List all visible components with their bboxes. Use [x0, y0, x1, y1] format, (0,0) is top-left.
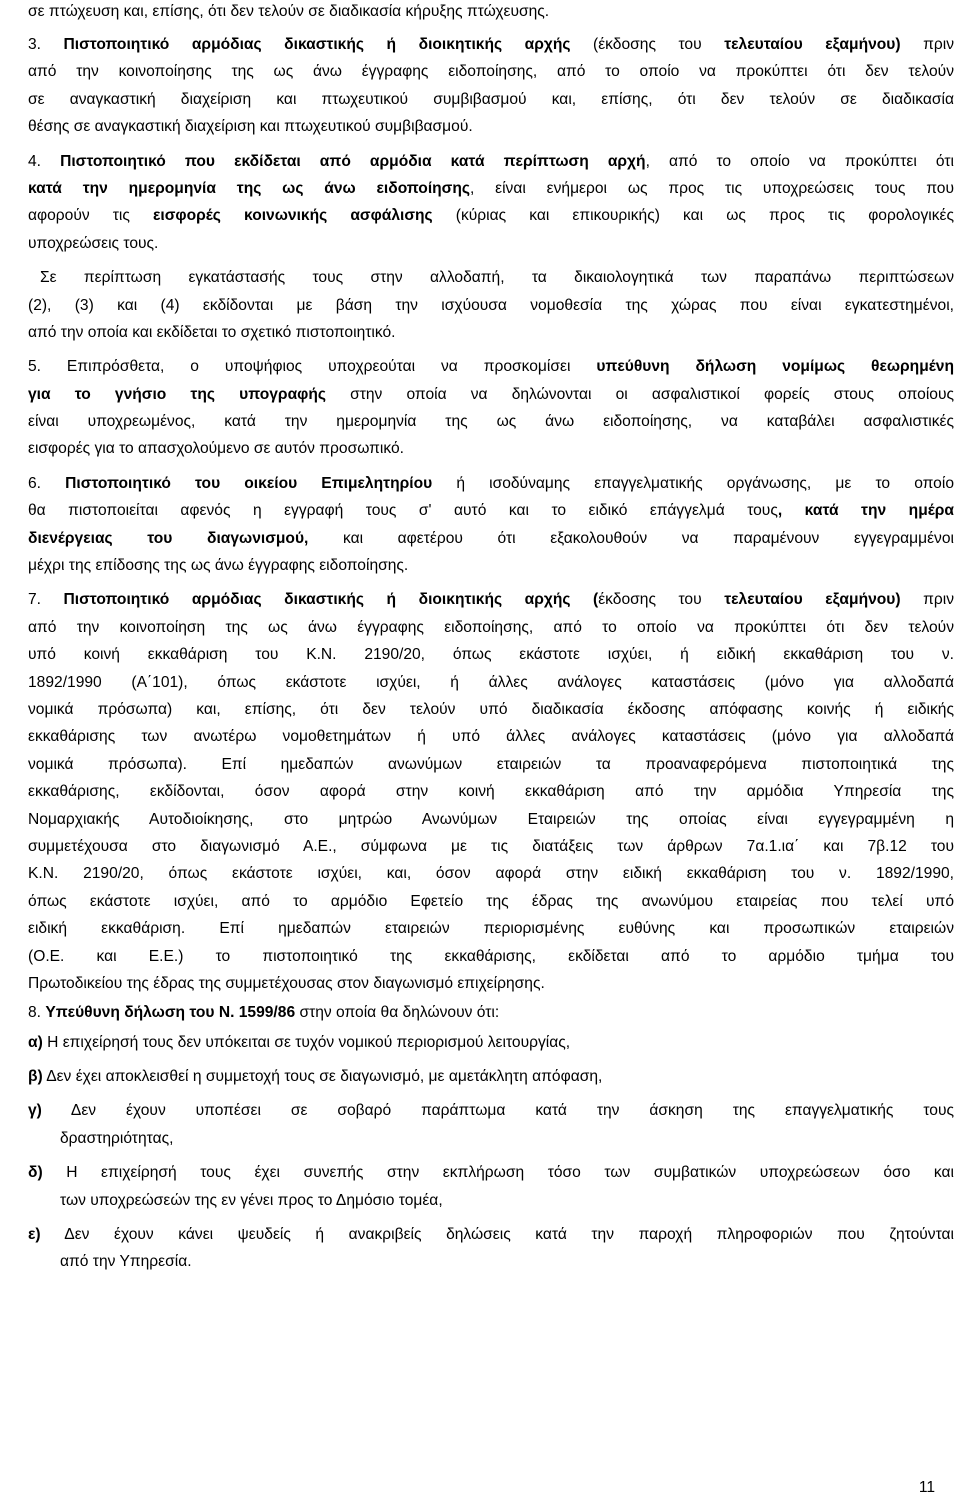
text-run: , από το οποίο να προκύπτει ότι: [645, 152, 954, 170]
text-run: δραστηριότητας,: [60, 1129, 174, 1147]
bold-text-run: Πιστοποιητικό αρμόδιας δικαστικής ή διοικητικής αρχής (: [63, 591, 599, 609]
text-run: εισφορές για το απασχολούμενο σε αυτόν προσωπικό.: [28, 440, 405, 458]
text-run: όπως εκάστοτε ισχύει, από το αρμόδιο Εφετείο της έδρας της ανωνύμου εταιρείας που τελεί υπό: [28, 892, 954, 910]
text-run: 8.: [28, 1004, 46, 1022]
bold-text-run: τελευταίου εξαμήνου): [724, 36, 901, 53]
text-run: 4.: [28, 152, 61, 170]
text-line: [28, 1063, 954, 1090]
text-run: συμμετέχουσα στο διαγωνισμό Α.Ε., σύμφωνα με τις διατάξεις των άρθρων 7α.1.ια΄ και 7β.12 του: [28, 837, 954, 855]
text-line: [28, 31, 954, 58]
text-line: [28, 353, 954, 380]
text-run: εκκαθάρισης των ανωτέρω νομοθετημάτων ή υπό άλλες ανάλογες καταστάσεις (μόνο για αλλοδαπά: [28, 728, 954, 746]
text-line: [28, 915, 954, 942]
bold-text-run: Πιστοποιητικό του οικείου Επιμελητηρίου: [65, 474, 433, 492]
text-line: [28, 0, 954, 29]
text-line: [28, 586, 954, 613]
text-run: εκκαθάρισης, εκδίδονται, όσον αφορά στην κοινή εκκαθάριση από την αρμόδια Υπηρεσία της: [28, 783, 954, 801]
text-run: σε πτώχευση και, επίσης, ότι δεν τελούν σε διαδικασία κήρυξης πτώχευσης.: [28, 3, 550, 20]
text-run: 3.: [28, 36, 64, 53]
text-run: (2), (3) και (4) εκδίδονται με βάση την ισχύουσα νομοθεσία της χώρας που είναι εγκατεστημένοι,: [28, 296, 954, 314]
text-run: ειδική εκκαθάριση. Επί ημεδαπών εταιρειών περιορισμένης ευθύνης και προσωπικών εταιρειών: [28, 920, 954, 938]
text-run: είναι υποχρεωμένος, κατά την ημερομηνία της ως άνω ειδοποίησης, να καταβάλει ασφαλιστικές: [28, 413, 954, 431]
text-line: [28, 58, 954, 85]
text-run: των υποχρεώσεών της εν γένει προς το Δημόσιο τομέα,: [60, 1191, 443, 1209]
text-run: νομικά πρόσωπα) και, επίσης, ότι δεν τελούν υπό διαδικασία έκδοσης απόφασης κοινής ή ειδικής: [28, 700, 954, 718]
text-run: 5. Επιπρόσθετα, ο υποψήφιος υποχρεούται να προσκομίσει: [28, 358, 597, 376]
text-line: [28, 113, 954, 140]
text-run: από την κοινοποίησης της ως άνω έγγραφης ειδοποίησης, από το οποίο να προκύπτει ότι δεν τελούν: [28, 63, 954, 81]
text-run: μέχρι της επίδοσης της ως άνω έγγραφης ειδοποίησης.: [28, 557, 409, 575]
text-line: [28, 723, 954, 750]
text-line: [28, 381, 954, 408]
text-line: [28, 970, 954, 997]
text-line: [28, 696, 954, 723]
text-run: 6.: [28, 474, 66, 492]
text-run: από την Υπηρεσία.: [60, 1253, 192, 1271]
text-line: [28, 943, 954, 970]
text-line: [28, 525, 954, 552]
bold-text-run: διενέργειας του διαγωνισμού,: [28, 529, 309, 547]
text-run: υποχρεώσεις τους.: [28, 234, 159, 252]
page-number: 11: [918, 1479, 935, 1496]
text-run: (Ο.Ε. και Ε.Ε.) το πιστοποιητικό της εκκαθάρισης, εκδίδεται από το αρμόδιο τμήμα του: [28, 947, 954, 965]
text-run: Δεν έχουν κάνει ψευδείς ή ανακριβείς δηλώσεις κατά την παροχή πληροφοριών που ζητούνται: [40, 1226, 954, 1244]
bold-text-run: τελευταίου εξαμήνου): [724, 591, 901, 609]
text-run: Δεν έχει αποκλεισθεί η συμμετοχή τους σε διαγωνισμό, με αμετάκλητη απόφαση,: [42, 1068, 603, 1086]
text-run: από την κοινοποίηση της ως άνω έγγραφης ειδοποίησης, από το οποίο να προκύπτει ότι δεν τελούν: [28, 618, 954, 636]
text-line: [28, 292, 954, 319]
bold-text-run: Υπεύθυνη δήλωση του Ν. 1599/86: [45, 1004, 296, 1022]
bold-text-run: δ): [28, 1164, 43, 1182]
text-line: [28, 614, 954, 641]
text-line: [28, 806, 954, 833]
bold-text-run: Πιστοποιητικό που εκδίδεται από αρμόδια κατά περίπτωση αρχή: [60, 152, 646, 170]
text-run: Δεν έχουν υποπέσει σε σοβαρό παράπτωμα κατά την άσκηση της επαγγελματικής τους: [41, 1102, 954, 1120]
text-line: [28, 1125, 954, 1152]
text-run: , είναι ενήμεροι ως προς τις υποχρεώσεις τους που: [470, 179, 954, 197]
text-line: [28, 641, 954, 668]
text-run: (κύριας και επικουρικής) και ως προς τις φορολογικές: [432, 207, 954, 225]
text-run: Η επιχείρησή τους δεν υπόκειται σε τυχόν νομικού περιορισμού λειτουργίας,: [42, 1033, 571, 1051]
text-run: στην οποία να δηλώνονται οι ασφαλιστικοί φορείς στους οποίους: [325, 385, 954, 403]
text-run: Πρωτοδικείου της έδρας της συμμετέχουσας στον διαγωνισμό επιχείρησης.: [28, 974, 545, 992]
text-run: Σε περίπτωση εγκατάστασής τους στην αλλοδαπή, τα δικαιολογητικά των παραπάνω περιπτώσεων: [40, 269, 954, 287]
text-run: έκδοσης του: [598, 591, 725, 609]
text-line: [28, 1097, 954, 1124]
text-line: [28, 470, 954, 497]
text-line: [28, 669, 954, 696]
text-run: θα πιστοποιείται αφενός η εγγραφή τους σ' αυτό και το ειδικό επάγγελμά τους: [28, 502, 778, 520]
bold-text-run: κατά την ημερομηνία της ως άνω ειδοποίησης: [28, 179, 470, 197]
text-line: [28, 778, 954, 805]
bold-text-run: υπεύθυνη δήλωση νομίμως θεωρημένη: [596, 358, 954, 376]
bold-text-run: για το γνήσιο της υπογραφής: [28, 385, 326, 403]
text-line: [28, 888, 954, 915]
text-line: [28, 1187, 954, 1214]
bold-text-run: ε): [28, 1226, 41, 1244]
text-line: [28, 1248, 954, 1275]
text-line: [28, 202, 954, 229]
text-line: [28, 833, 954, 860]
text-run: Κ.Ν. 2190/20, όπως εκάστοτε ισχύει, και, όσον αφορά στην ειδική εκκαθάριση του ν. 1892/1990,: [28, 865, 954, 883]
text-line: [28, 1029, 954, 1056]
text-run: στην οποία θα δηλώνουν ότι:: [295, 1004, 500, 1022]
text-run: Νομαρχιακής Αυτοδιοίκησης, στο μητρώο Ανωνύμων Εταιρειών της οποίας είναι εγγεγραμμένη η: [28, 810, 954, 828]
document-page: [28, 0, 954, 1276]
text-run: υπό κοινή εκκαθάριση του Κ.Ν. 2190/20, όπως εκάστοτε ισχύει, ή ειδική εκκαθάριση του ν.: [28, 646, 954, 664]
text-line: [28, 1159, 954, 1186]
text-line: [28, 86, 954, 113]
bold-text-run: β): [28, 1068, 43, 1086]
text-line: [28, 1221, 954, 1248]
text-line: [28, 999, 954, 1026]
text-run: (έκδοσης του: [570, 36, 725, 53]
bold-text-run: εισφορές κοινωνικής ασφάλισης: [153, 207, 433, 225]
text-run: πριν: [900, 36, 954, 53]
text-line: [28, 319, 954, 346]
text-run: 7.: [28, 591, 64, 609]
bold-text-run: , κατά την ημέρα: [777, 502, 954, 520]
text-line: [28, 175, 954, 202]
text-run: θέσης σε αναγκαστική διαχείριση και πτωχευτικού συμβιβασμού.: [28, 118, 473, 136]
text-line: [28, 860, 954, 887]
text-line: [28, 751, 954, 778]
text-run: πριν: [900, 591, 954, 609]
text-line: [28, 408, 954, 435]
text-line: [28, 264, 954, 291]
text-run: σε αναγκαστική διαχείριση και πτωχευτικού συμβιβασμού και, επίσης, ότι δεν τελούν σε διαδικασία: [28, 90, 954, 108]
text-line: [28, 435, 954, 462]
text-run: 1892/1990 (Α΄101), όπως εκάστοτε ισχύει, ή άλλες ανάλογες καταστάσεις (μόνο για αλλοδαπά: [28, 673, 954, 691]
bold-text-run: α): [28, 1033, 43, 1051]
text-line: [28, 230, 954, 257]
text-run: αφορούν τις: [28, 207, 154, 225]
text-run: από την οποία και εκδίδεται το σχετικό πιστοποιητικό.: [28, 323, 396, 341]
text-run: νομικά πρόσωπα). Επί ημεδαπών ανωνύμων εταιρειών τα προαναφερόμενα πιστοποιητικά της: [28, 755, 954, 773]
bold-text-run: γ): [28, 1102, 42, 1120]
text-line: [28, 148, 954, 175]
bold-text-run: Πιστοποιητικό αρμόδιας δικαστικής ή διοικητικής αρχής: [63, 36, 571, 53]
text-run: ή ισοδύναμης επαγγελματικής οργάνωσης, με το οποίο: [432, 474, 954, 492]
text-line: [28, 552, 954, 579]
text-line: [28, 497, 954, 524]
text-run: και αφετέρου ότι εξακολουθούν να παραμένουν εγγεγραμμένοι: [308, 529, 954, 547]
text-run: Η επιχείρησή τους έχει συνεπής στην εκπλήρωση τόσο των συμβατικών υποχρεώσεων όσο και: [42, 1164, 954, 1182]
